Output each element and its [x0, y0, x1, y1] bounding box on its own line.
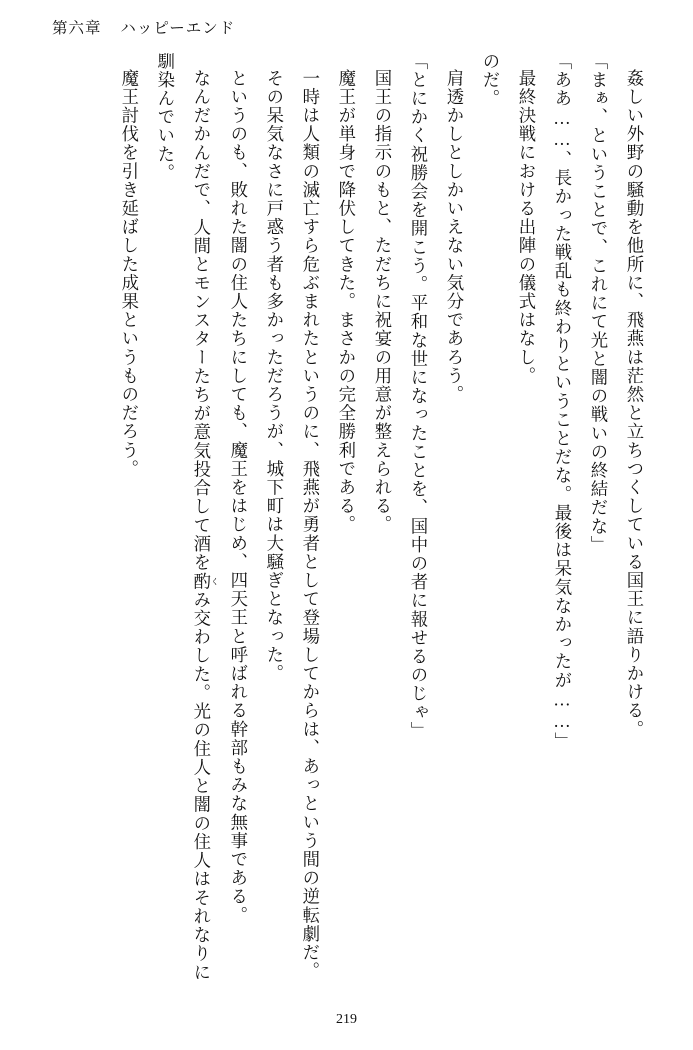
ruby-reading: く: [209, 572, 220, 591]
paragraph: というのも、敗れた闇の住人たちにしても、魔王をはじめ、四天王と呼ばれる幹部もみな無事である。: [227, 69, 248, 925]
paragraph: 魔王討伐を引き延ばした成果というものだろう。: [118, 69, 139, 479]
paragraph: 魔王が単身で降伏してきた。まさかの完全勝利である。: [335, 69, 356, 535]
paragraph: のだ。: [479, 52, 500, 108]
page-number: 219: [336, 1012, 357, 1027]
paragraph: 「とにかく祝勝会を開こう。平和な世になったことを、国中の者に報せるのじゃ」: [407, 52, 428, 741]
paragraph: 肩透かしとしかいえない気分であろう。: [443, 69, 464, 405]
paragraph: その呆気なさに戸惑う者も多かっただろうが、城下町は大騒ぎとなった。: [263, 69, 284, 684]
paragraph: 姦しい外野の騒動を他所に、飛燕は茫然と立ちつくしている国王に語りかける。: [624, 69, 644, 739]
paragraph: 最終決戦における出陣の儀式はなし。: [515, 69, 536, 386]
body-text: [44, 52, 652, 982]
paragraph: 一時は人類の滅亡すら危ぶまれたというのに、飛燕が勇者として登場してからは、あっという間の逆転劇だ。: [299, 69, 320, 981]
paragraph: 「ああ……、長かった戦乱も終わりということだな。最後は呆気なかったが……」: [551, 52, 572, 751]
chapter-header: [52, 16, 235, 38]
paragraph-with-ruby: なんだかんだで、人間とモンスターたちが意気投合して酒を酌 くみ交わした。光の住人と闇の住人はそれなりに馴染んでいた。: [154, 52, 220, 982]
paragraph: 国王の指示のもと、ただちに祝宴の用意が整えられる。: [371, 69, 392, 535]
ruby-kumi: 酌 く: [190, 572, 220, 591]
paragraph: 「まぁ、ということで、これにて光と闇の戦いの終結だな」: [587, 52, 608, 555]
chapter-title: ハッピーエンド: [120, 20, 236, 37]
chapter-number: 第六章: [52, 20, 102, 37]
